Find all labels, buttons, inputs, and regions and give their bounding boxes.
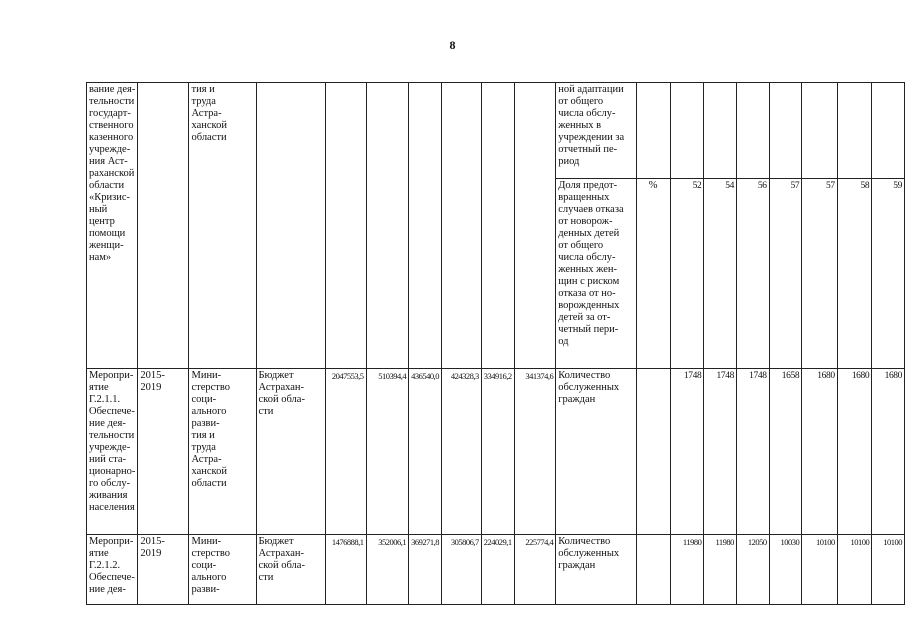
cell-funding: 510394,4 [366,369,409,535]
cell-funding: 305806,7 [442,535,482,605]
cell-val-a-5 [802,83,838,179]
cell-total-1 [325,83,366,369]
cell-unit-3 [636,535,670,605]
cell-event-3 [87,535,138,605]
cell-val-a-3 [736,83,769,179]
cell-indicator-b [556,179,636,369]
event-text: Меропри- ятие Г.2.1.1. Обеспече- ние дея- тельности учрежде- ний ста- ционарно- го обслу- живания населения [89,370,136,513]
cell-total-3: 1476888,1 [325,535,366,605]
cell-event-1 [87,83,138,369]
cell-indicator-3 [556,535,636,605]
cell-funding: 341374,6 [514,369,556,535]
cell-funding: 424328,3 [442,369,482,535]
cell-val-a-4 [769,83,802,179]
cell-funding: 334916,2 [481,369,514,535]
cell-value: 1748 [736,369,769,535]
executor-text: Мини- стерство соци- ального разви- тия и труда Астра- ханской области [191,370,231,489]
cell-unit-b: % [636,179,670,369]
cell-fund-1-5 [514,83,556,369]
program-table [86,82,905,605]
executor-text: тия и труда Астра- ханской области [191,84,227,143]
cell-indicator-a [556,83,636,179]
cell-value: 1748 [670,369,704,535]
cell-val-a-7 [872,83,905,179]
page-number: 8 [449,38,456,52]
cell-value: 11980 [670,535,704,605]
cell-value: 11980 [704,535,737,605]
indicator-text: Количество обслуженных граждан [558,536,620,571]
cell-fund-1-2 [409,83,442,369]
indicator-text: Количество обслуженных граждан [558,370,620,405]
cell-years-3 [138,535,189,605]
executor-text: Мини- стерство соци- ального разви- [191,536,231,595]
cell-value: 10100 [872,535,905,605]
cell-value: 10030 [769,535,802,605]
event-text: Меропри- ятие Г.2.1.2. Обеспече- ние дея- [89,536,135,595]
cell-val-a-6 [837,83,872,179]
cell-value: 58 [837,179,872,369]
cell-value: 54 [704,179,737,369]
cell-funding: 224029,1 [481,535,514,605]
cell-total-2: 2047553,5 [325,369,366,535]
cell-fund-1-4 [481,83,514,369]
cell-val-a-1 [670,83,704,179]
cell-executor-1 [189,83,256,369]
cell-value: 57 [769,179,802,369]
cell-event-2 [87,369,138,535]
cell-source-1 [256,83,325,369]
cell-source-2 [256,369,325,535]
years-text: 2015- 2019 [140,370,165,393]
cell-value: 56 [736,179,769,369]
cell-value: 1748 [704,369,737,535]
cell-value: 1680 [802,369,838,535]
cell-value: 1680 [837,369,872,535]
years-text: 2015- 2019 [140,536,165,559]
indicator-text: Доля предот- вращенных случаев отказа от новорож- денных детей от общего числа обслу- женных жен- щин с риском отказа от но- ворожденных детей за от- четный пери- од [558,180,624,347]
cell-funding: 436540,0 [409,369,442,535]
cell-indicator-2 [556,369,636,535]
cell-value: 59 [872,179,905,369]
cell-executor-3 [189,535,256,605]
cell-funding: 352006,1 [366,535,409,605]
cell-value: 10100 [802,535,838,605]
cell-years-1 [138,83,189,369]
cell-fund-1-3 [442,83,482,369]
cell-years-2 [138,369,189,535]
source-text: Бюджет Астрахан- ской обла- сти [258,536,305,583]
cell-value: 1658 [769,369,802,535]
cell-source-3 [256,535,325,605]
cell-value: 1680 [872,369,905,535]
cell-value: 10100 [837,535,872,605]
cell-val-a-2 [704,83,737,179]
cell-funding: 225774,4 [514,535,556,605]
cell-executor-2 [189,369,256,535]
cell-fund-1-1 [366,83,409,369]
event-text: вание дея- тельности государт- ственного казенного учрежде- ния Аст- раханской области «Кризис- ный центр помощи женщи- нам» [89,84,136,263]
cell-value: 52 [670,179,704,369]
source-text: Бюджет Астрахан- ской обла- сти [258,370,305,417]
indicator-text: ной адаптации от общего числа обслу- женных в учреждении за отчетный пе- риод [558,84,625,167]
cell-funding: 369271,8 [409,535,442,605]
cell-unit-a [636,83,670,179]
cell-unit-2 [636,369,670,535]
cell-value: 57 [802,179,838,369]
cell-value: 12050 [736,535,769,605]
